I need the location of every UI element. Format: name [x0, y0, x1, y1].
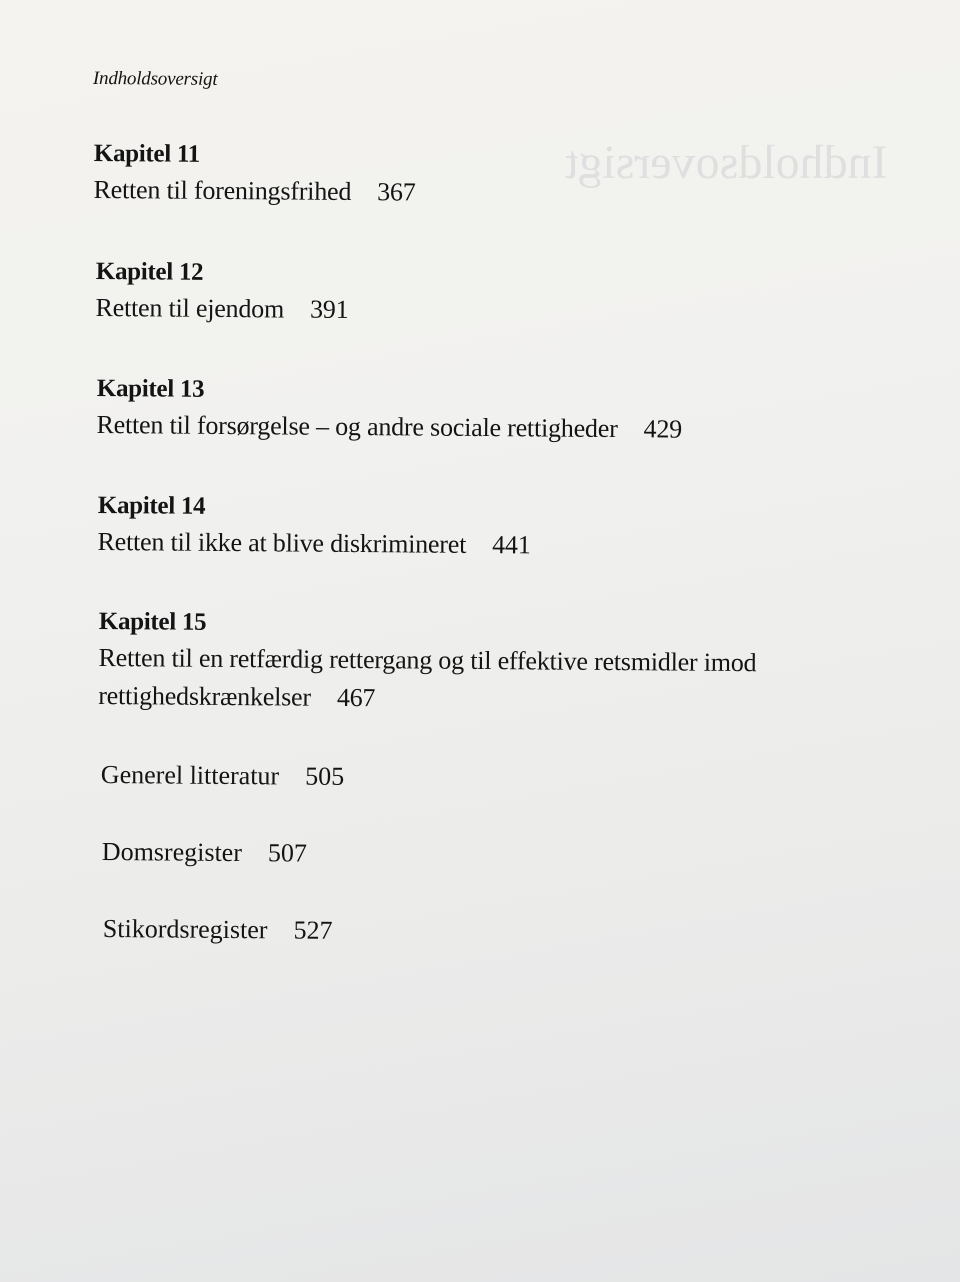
toc-entry-stikordsregister [103, 912, 333, 948]
running-head: Indholdsoversigt [92, 68, 218, 90]
toc-entry-chapter-13 [96, 372, 682, 449]
toc-entry-chapter-14 [97, 489, 531, 564]
bleed-through-title: Indholdsoversigt [565, 136, 888, 189]
page-number: 507 [267, 838, 308, 868]
entry-title: Stikordsregister [102, 913, 268, 945]
toc-entry-generel-litteratur [101, 758, 345, 794]
chapter-label: Kapitel 14 [97, 491, 206, 520]
chapter-label: Kapitel 13 [96, 374, 205, 403]
chapter-title-text: rettighedskrænkelser [98, 680, 312, 712]
toc-entry-chapter-15 [98, 605, 757, 720]
chapter-title-line-2 [98, 677, 756, 720]
toc-entry-domsregister [102, 835, 307, 871]
page-number: 505 [305, 761, 345, 791]
page-number: 429 [643, 414, 683, 444]
page-number: 441 [492, 530, 531, 560]
chapter-title-text: Retten til ejendom [95, 292, 285, 324]
entry-title: Generel litteratur [100, 759, 280, 791]
chapter-title-text: Retten til foreningsfrihed [93, 174, 352, 207]
chapter-title [95, 289, 348, 329]
chapter-title [97, 523, 530, 564]
chapter-label: Kapitel 12 [95, 257, 204, 286]
toc-entry-chapter-11 [93, 137, 416, 212]
chapter-title [96, 406, 682, 449]
toc-entry-chapter-12 [95, 255, 348, 329]
chapter-title-line-1: Retten til en retfærdig rettergang og til effektive retsmidler imod [98, 642, 757, 678]
entry-title: Domsregister [101, 836, 243, 868]
page-number: 527 [293, 915, 333, 945]
chapter-label: Kapitel 11 [93, 139, 201, 168]
page-number: 391 [309, 294, 349, 324]
chapter-title [93, 171, 415, 212]
chapter-title-text: Retten til forsørgelse – og andre sociale rettigheder [96, 409, 618, 444]
page-number: 367 [377, 177, 416, 207]
chapter-title-text: Retten til ikke at blive diskrimineret [97, 526, 467, 559]
page-number: 467 [336, 682, 376, 713]
chapter-label: Kapitel 15 [98, 607, 207, 636]
